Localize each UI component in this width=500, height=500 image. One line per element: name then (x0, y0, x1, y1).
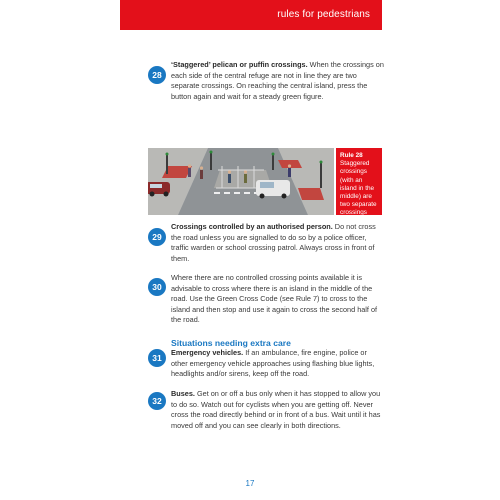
rule-number-badge: 31 (148, 349, 166, 367)
rule-29 (148, 222, 388, 268)
rule-text (171, 60, 385, 102)
rule-bold-lead: ‘Staggered’ pelican or puffin crossings. (171, 60, 308, 69)
rule-number-badge: 29 (148, 228, 166, 246)
rule-32 (148, 389, 388, 462)
header-bar (120, 0, 382, 30)
rule-text (171, 273, 385, 326)
rule-number-badge: 32 (148, 392, 166, 410)
sidebox-text: Staggered crossings (with an island in the middle) are two separate crossings (340, 160, 377, 217)
section-heading: Situations needing extra care (171, 338, 291, 348)
header-title: rules for pedestrians (277, 9, 370, 20)
rule-number-badge: 28 (148, 66, 166, 84)
rule-28-sidebox (336, 148, 382, 215)
rule-31 (148, 349, 388, 385)
rule-bold-lead: Emergency vehicles. (171, 348, 244, 357)
rule-bold-lead: Buses. (171, 389, 195, 398)
sidebox-title: Rule 28 (340, 152, 363, 159)
page-number: 17 (245, 479, 255, 488)
rule-28 (148, 60, 388, 146)
rule-30 (148, 273, 388, 333)
crossing-scene-image (148, 148, 334, 215)
rule-text (171, 348, 385, 380)
rule-body: Do not cross the road unless you are signalled to do so by a police officer, traffic warden or school crossing patrol. Always cross in front of them. (171, 222, 376, 263)
rule-body: Where there are no controlled crossing points available it is advisable to cross where there is an island in the middle of the road. Use the Green Cross Code (see Rule 7) to cross to the island and then stop and use it again to cross the second half of the road. (171, 273, 378, 324)
rule-number-badge: 30 (148, 278, 166, 296)
rule-text (171, 389, 385, 431)
staggered-crossing-illustration (148, 148, 334, 215)
rule-body: Get on or off a bus only when it has stopped to allow you to do so. Watch out for cyclists when you are getting off. Never cross the road directly behind or in front of a bus. Wait until it has moved off and you can see clearly in both directions. (171, 389, 381, 430)
rule-body: If an ambulance, fire engine, police or other emergency vehicle approaches using flashing blue lights, headlights and/or sirens, keep off the road. (171, 348, 375, 378)
rule-body: When the crossings on each side of the central refuge are not in line they are two separate crossings. On reaching the central island, press the button again and wait for a steady green figure. (171, 60, 384, 101)
rule-text (171, 222, 385, 264)
rule-bold-lead: Crossings controlled by an authorised person. (171, 222, 333, 231)
